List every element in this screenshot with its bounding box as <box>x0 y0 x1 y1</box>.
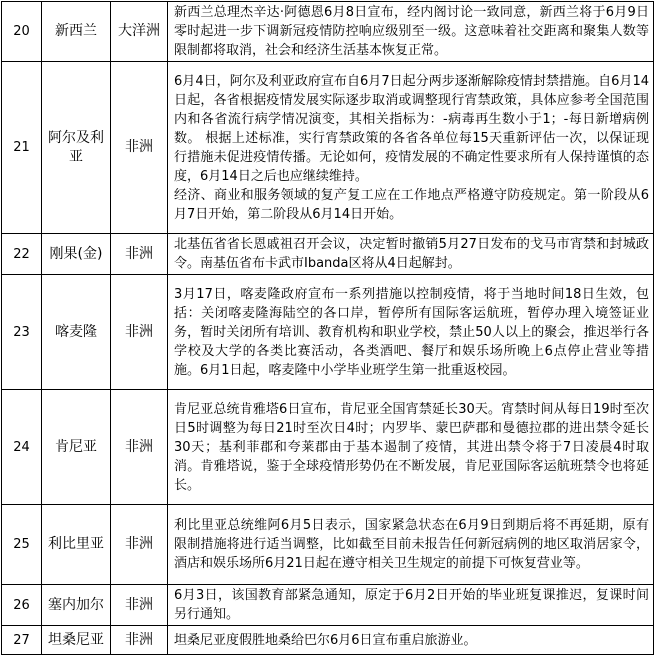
row-number: 21 <box>2 62 42 234</box>
measure-paragraph: 经济、商业和服务领域的复产复工应在工作地点严格遵守防疫规定。第一阶段从6月7日开始，第二阶段从6月14日开始。 <box>174 187 649 222</box>
table-row <box>2 2 654 62</box>
measure-paragraph: 坦桑尼亚度假胜地桑给巴尔6月6日宣布重启旅游业。 <box>174 632 477 648</box>
table-row <box>2 234 654 275</box>
country-name: 阿尔及利亚 <box>42 62 111 234</box>
country-name: 塞内加尔 <box>42 585 111 626</box>
measure-paragraph: 6月3日，该国教育部紧急通知，原定于6月2日开始的毕业班复课推迟，复课时间另行通知。 <box>174 588 649 622</box>
region-name: 非洲 <box>111 234 168 275</box>
policy-table <box>1 1 654 655</box>
measure-text <box>168 2 654 62</box>
country-name: 利比里亚 <box>42 505 111 585</box>
table-row <box>2 585 654 626</box>
measure-text <box>168 505 654 585</box>
measure-paragraph: 肯尼亚总统肯雅塔6日宣布，肯尼亚全国宵禁延长30天。宵禁时间从每日19时至次日5时调整为每日21时至次日4时；内罗毕、蒙巴萨郡和曼德拉郡的进出禁令延长30天；基利菲郡和夸莱郡由于基本遏制了疫情，其进出禁令将于7日凌晨4时取消。肯雅塔说，鉴于全球疫情形势仍在不断发展，肯尼亚国际客运航班禁令也将延长。 <box>174 401 649 493</box>
table-row <box>2 62 654 234</box>
region-name: 非洲 <box>111 626 168 655</box>
region-name: 大洋洲 <box>111 2 168 62</box>
country-name: 新西兰 <box>42 2 111 62</box>
row-number: 26 <box>2 585 42 626</box>
country-name: 刚果(金) <box>42 234 111 275</box>
measure-text <box>168 275 654 390</box>
row-number: 20 <box>2 2 42 62</box>
measure-text <box>168 62 654 234</box>
region-name: 非洲 <box>111 585 168 626</box>
country-name: 肯尼亚 <box>42 390 111 505</box>
measure-text <box>168 390 654 505</box>
row-number: 27 <box>2 626 42 655</box>
region-name: 非洲 <box>111 275 168 390</box>
table-row <box>2 390 654 505</box>
measure-paragraph: 利比里亚总统维阿6月5日表示，国家紧急状态在6月9日到期后将不再延期，原有限制措施将进行适当调整，比如截至目前未报告任何新冠病例的地区取消居家令，酒店和娱乐场所6月21日起在遵守相关卫生规定的前提下可恢复营业等。 <box>174 518 649 571</box>
measure-paragraph: 6月4日，阿尔及利亚政府宣布自6月7日起分两步逐渐解除疫情封禁措施。自6月14日起，各省根据疫情发展实际逐步取消或调整现行宵禁政策，具体应参考全国范围内和各省流行病学情况演变，其相关指标为：-病毒再生数小于1；-每日新增病例数。 根据上述标准，实行宵禁政策的各省各单位每15天重新评估一次，以保证现行措施未促进疫情传播。无论如何，疫情发展的不确定性要求所有人保持谨慎的态度，6月14日之后也应继续维持。 <box>174 73 649 184</box>
table-row <box>2 505 654 585</box>
region-name: 非洲 <box>111 62 168 234</box>
region-name: 非洲 <box>111 505 168 585</box>
region-name: 非洲 <box>111 390 168 505</box>
measure-text <box>168 626 654 655</box>
row-number: 22 <box>2 234 42 275</box>
measure-paragraph: 3月17日，喀麦隆政府宣布一系列措施以控制疫情，将于当地时间18日生效，包括：关闭喀麦隆海陆空的各口岸，暂停所有国际客运航班，暂停办理入境签证业务，暂时关闭所有培训、教育机构和职业学校，禁止50人以上的聚会，推迟举行各学校及大学的各类比赛活动，各类酒吧、餐厅和娱乐场所晚上6点停止营业等措施。6月1日起，喀麦隆中小学毕业班学生第一批重返校园。 <box>174 286 649 378</box>
measure-text <box>168 234 654 275</box>
measure-paragraph: 北基伍省省长恩戚祖召开会议，决定暂时撤销5月27日发布的戈马市宵禁和封城政令。南基伍省布卡武市Ibanda区将从4日起解封。 <box>174 237 649 271</box>
table-row <box>2 275 654 390</box>
row-number: 23 <box>2 275 42 390</box>
row-number: 25 <box>2 505 42 585</box>
measure-text <box>168 585 654 626</box>
country-name: 喀麦隆 <box>42 275 111 390</box>
row-number: 24 <box>2 390 42 505</box>
country-name: 坦桑尼亚 <box>42 626 111 655</box>
measure-paragraph: 新西兰总理杰辛达·阿德恩6月8日宣布，经内阁讨论一致同意，新西兰将于6月9日零时起进一步下调新冠疫情防控响应级别至一级。这意味着社交距离和聚集人数等限制都将取消，社会和经济生活基本恢复正常。 <box>174 5 649 58</box>
table-row <box>2 626 654 655</box>
